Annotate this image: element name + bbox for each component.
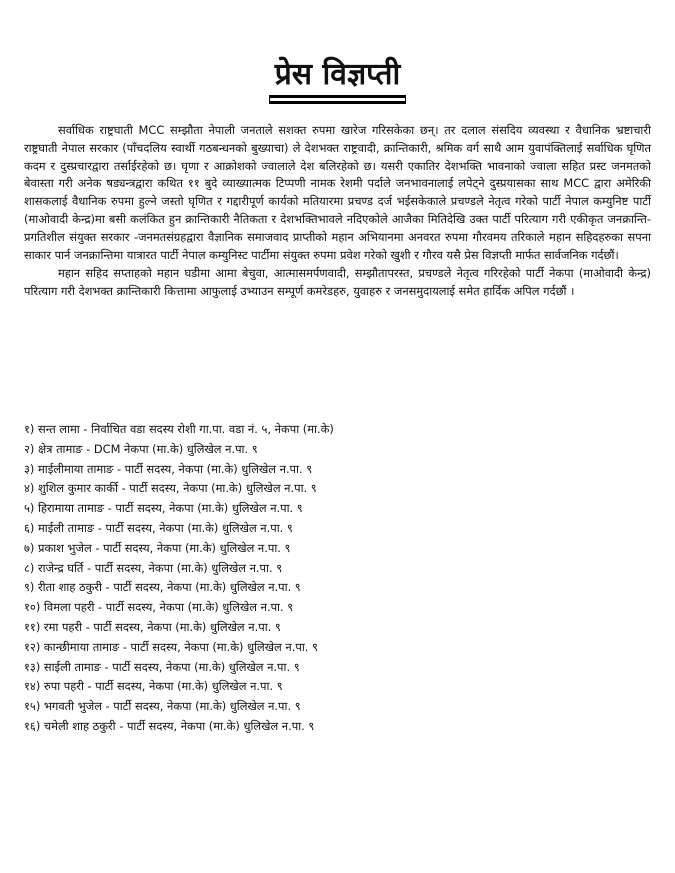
document-title bbox=[0, 52, 675, 98]
list-item: १४) रुपा पहरी - पार्टी सदस्य, नेकपा (मा.के) धुलिखेल न.पा. ९ bbox=[24, 679, 283, 694]
list-item: ६) माईली तामाङ - पार्टी सदस्य, नेकपा (मा.के) धुलिखेल न.पा. ९ bbox=[24, 520, 293, 535]
list-item: ११) रमा पहरी - पार्टी सदस्य, नेकपा (मा.के) धुलिखेल न.पा. ९ bbox=[24, 619, 281, 634]
list-item: ९) रीता शाह ठकुरी - पार्टी सदस्य, नेकपा (मा.के) धुलिखेल न.पा. ९ bbox=[24, 580, 301, 595]
list-item: ५) हिरामाया तामाङ - पार्टी सदस्य, नेकपा (मा.के) धुलिखेल न.पा. ९ bbox=[24, 501, 303, 516]
signatory-list bbox=[24, 420, 644, 737]
list-item: ३) माईलीमाया तामाङ - पार्टी सदस्य, नेकपा (मा.के) धुलिखेल न.पा. ९ bbox=[24, 461, 313, 476]
list-item: ८) राजेन्द्र घर्ति - पार्टी सदस्य, नेकपा (मा.के) धुलिखेल न.पा. ९ bbox=[24, 560, 283, 575]
statement-body bbox=[24, 122, 651, 301]
title-text: प्रेस विज्ञप्ती bbox=[269, 52, 407, 98]
list-item: ४) शुशिल कुमार कार्की - पार्टी सदस्य, नेकपा (मा.के) धुलिखेल न.पा. ९ bbox=[24, 481, 317, 496]
list-item: १५) भगवती भुजेल - पार्टी सदस्य, नेकपा (मा.के) धुलिखेल न.पा. ९ bbox=[24, 699, 301, 714]
list-item: १) सन्त लामा - निर्वाचित वडा सदस्य रोशी गा.पा. वडा नं. ५, नेकपा (मा.के) bbox=[24, 422, 334, 436]
list-item: ७) प्रकाश भुजेल - पार्टी सदस्य, नेकपा (मा.के) धुलिखेल न.पा. ९ bbox=[24, 540, 291, 555]
statement-paragraph-2: महान सहिद सप्ताहको महान घडीमा आमा बेचुवा, आत्मासमर्पणवादी, सम्झौतापरस्त, प्रचण्डले नेतृत्व गरिरहेको पार्टी नेकपा (माओवादी केन्द्र) परित्याग गरी देशभक्त क्रान्तिकारी कित्तामा आफुलाई उभ्याउन सम्पूर्ण कमरेडहरु, युवाहरु र जनसमुदायलाई समेत हार्दिक अपिल गर्दछौं । bbox=[24, 266, 651, 299]
statement-paragraph-1: सर्वाधिक राष्ट्रघाती MCC सम्झौता नेपाली जनताले सशक्त रुपमा खारेज गरिसकेका छन्। तर दलाल संसदिय व्यवस्था र वैधानिक भ्रष्टाचारी राष्ट्रघाती नेपाल सरकार (पाँचदलिय स्वार्थी गठबन्धनको बुख्याचा) ले देशभक्त राष्ट्रवादी, क्रान्तिकारी, श्रमिक वर्ग साथै आम युवापंक्तिलाई सर्वाधिक घृणित कदम र दुस्प्रचारद्वारा तर्साईरहेको छ। घृणा र आक्रोशको ज्वालाले देश बलिरहेको छ। यसरी एकातिर देशभक्ति भावनाको ज्वाला सहित प्रस्ट जनमतको बेवास्ता गरी अनेक षड्यन्त्रद्वारा कथित ११ बुदे व्याख्यात्मक टिप्पणी नामक रेशमी पर्दाले जनभावनालाई लपेट्ने दुस्प्रयासका साथ MCC द्वारा अमेरिकी शासकलाई वैधानिक रुपमा हुल्ने जस्तो घृणित र गद्दारीपूर्ण कार्यको मतियारमा प्रचण्ड दर्ज भईसकेकाले प्रचण्डले नेतृत्व गरेको पार्टी नेपाल कम्युनिष्ट पार्टी (माओवादी केन्द्र)मा बसी कलंकित हुन क्रान्तिकारी नैतिकता र देशभक्तिभावले नदिएकोले आजैका मितिदेखि उक्त पार्टी परित्याग गरी एकीकृत जनक्रान्ति-प्रगतिशील संयुक्त सरकार -जनमतसंग्रहद्वारा वैज्ञानिक समाजवाद प्राप्तीको महान अभियानमा अनवरत रुपमा गौरवमय तरिकाले महान सहिदहरुका सपना साकार पार्न जनक्रान्तिमा यात्रारत पार्टी नेपाल कम्युनिस्ट पार्टीमा संयुक्त रुपमा प्रवेश गरेको खुशी र गौरव यसै प्रेस विज्ञप्ती मार्फत सार्वजनिक गर्दछौं। bbox=[24, 123, 651, 262]
list-item: १३) साईली तामाङ - पार्टी सदस्य, नेकपा (मा.के) धुलिखेल न.पा. ९ bbox=[24, 659, 300, 674]
list-item: २) क्षेत्र तामाङ - DCM नेकपा (मा.के) धुलिखेल न.पा. ९ bbox=[24, 441, 258, 456]
list-item: १०) विमला पहरी - पार्टी सदस्य, नेकपा (मा.के) धुलिखेल न.पा. ९ bbox=[24, 600, 294, 615]
list-item: १२) कान्छीमाया तामाङ - पार्टी सदस्य, नेकपा (मा.के) धुलिखेल न.पा. ९ bbox=[24, 639, 318, 654]
list-item: १६) चमेली शाह ठकुरी - पार्टी सदस्य, नेकपा (मा.के) धुलिखेल न.पा. ९ bbox=[24, 718, 315, 733]
